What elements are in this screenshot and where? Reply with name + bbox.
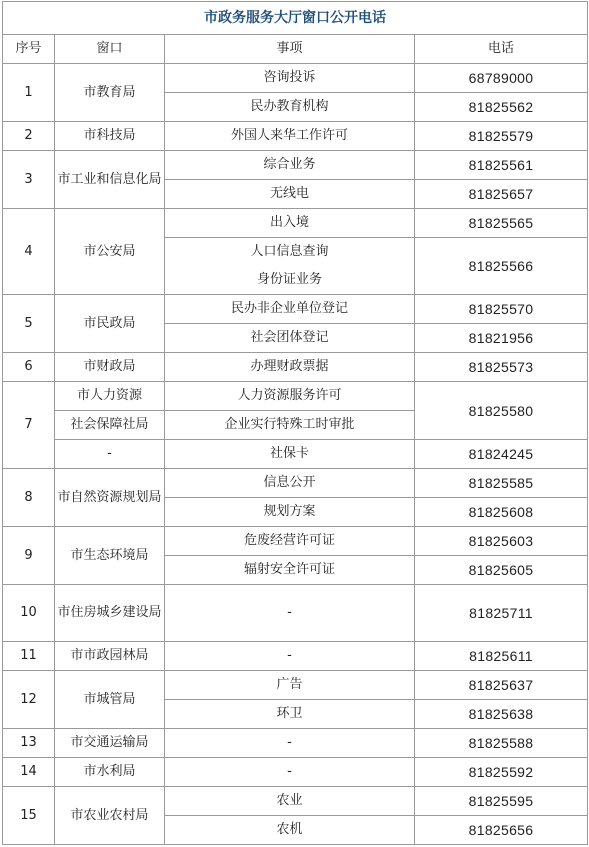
phone-cell: 81825562: [415, 93, 588, 122]
phone-cell: 81825579: [415, 122, 588, 151]
table-row: [3, 209, 588, 238]
header-phone: 电话: [415, 35, 588, 64]
phone-cell: 81825657: [415, 180, 588, 209]
table-row: [3, 729, 588, 758]
row-number: 5: [3, 295, 55, 353]
item-cell: -: [165, 729, 415, 758]
item-cell: 办理财政票据: [165, 353, 415, 382]
item-cell: 综合业务: [165, 151, 415, 180]
window-name: 市科技局: [55, 122, 165, 151]
item-cell: 咨询投诉: [165, 64, 415, 93]
phone-cell: 81825595: [415, 787, 588, 816]
table-row: [3, 642, 588, 671]
window-name: 市自然资源规划局: [55, 469, 165, 527]
item-cell: 农业: [165, 787, 415, 816]
table-row: [3, 353, 588, 382]
item-cell: 人力资源服务许可: [165, 382, 415, 411]
window-name: 市教育局: [55, 64, 165, 122]
window-name: 市工业和信息化局: [55, 151, 165, 209]
item-cell: 农机: [165, 816, 415, 845]
table-title-row: [3, 2, 588, 35]
phone-cell: 81825588: [415, 729, 588, 758]
window-name: 市水利局: [55, 758, 165, 787]
table-row: [3, 295, 588, 324]
table-row: [3, 440, 588, 469]
row-number: 3: [3, 151, 55, 209]
window-name: 市民政局: [55, 295, 165, 353]
table-row: [3, 64, 588, 93]
window-name: 市城管局: [55, 671, 165, 729]
row-number: 4: [3, 209, 55, 295]
item-cell: 企业实行特殊工时审批: [165, 411, 415, 440]
row-number: 11: [3, 642, 55, 671]
phone-cell: 81825603: [415, 527, 588, 556]
item-cell: -: [165, 642, 415, 671]
row-number: 1: [3, 64, 55, 122]
row-number: 14: [3, 758, 55, 787]
item-cell: -: [165, 758, 415, 787]
window-name: 市市政园林局: [55, 642, 165, 671]
item-cell: 出入境: [165, 209, 415, 238]
table-row: [3, 671, 588, 700]
header-row: [3, 35, 588, 64]
header-item: 事项: [165, 35, 415, 64]
phone-cell: 81821956: [415, 324, 588, 353]
table-row: [3, 469, 588, 498]
row-number: 7: [3, 382, 55, 469]
item-cell: 危废经营许可证: [165, 527, 415, 556]
row-number: 8: [3, 469, 55, 527]
table-row: [3, 585, 588, 642]
phone-cell: 81825565: [415, 209, 588, 238]
phone-cell: 68789000: [415, 64, 588, 93]
window-name: 市人力资源: [55, 382, 165, 411]
table-row: [3, 122, 588, 151]
table-row: [3, 758, 588, 787]
item-cell: 环卫: [165, 700, 415, 729]
header-no: 序号: [3, 35, 55, 64]
row-number: 9: [3, 527, 55, 585]
row-number: 12: [3, 671, 55, 729]
item-cell: 广告: [165, 671, 415, 700]
phone-cell: 81825570: [415, 295, 588, 324]
window-name: 市公安局: [55, 209, 165, 295]
phone-cell: 81825592: [415, 758, 588, 787]
phone-cell: 81825611: [415, 642, 588, 671]
item-cell: 社保卡: [165, 440, 415, 469]
item-cell: 辐射安全许可证: [165, 556, 415, 585]
phone-cell: 81824245: [415, 440, 588, 469]
window-name: 社会保障社局: [55, 411, 165, 440]
phone-cell: 81825573: [415, 353, 588, 382]
phone-cell: 81825605: [415, 556, 588, 585]
item-cell: -: [165, 585, 415, 642]
table-row: [3, 527, 588, 556]
phone-table: [2, 1, 588, 845]
window-name: 市生态环境局: [55, 527, 165, 585]
item-cell: 信息公开: [165, 469, 415, 498]
item-cell: 外国人来华工作许可: [165, 122, 415, 151]
phone-cell: 81825585: [415, 469, 588, 498]
phone-cell: 81825656: [415, 816, 588, 845]
item-cell: 身份证业务: [165, 266, 415, 295]
window-name: 市农业农村局: [55, 787, 165, 845]
window-name: -: [55, 440, 165, 469]
table-title: 市政务服务大厅窗口公开电话: [3, 2, 588, 35]
item-cell: 无线电: [165, 180, 415, 209]
table-row: [3, 382, 588, 411]
window-name: 市交通运输局: [55, 729, 165, 758]
phone-cell: 81825638: [415, 700, 588, 729]
phone-cell: 81825566: [415, 238, 588, 295]
header-window: 窗口: [55, 35, 165, 64]
row-number: 15: [3, 787, 55, 845]
item-cell: 社会团体登记: [165, 324, 415, 353]
table-row: [3, 787, 588, 816]
row-number: 6: [3, 353, 55, 382]
row-number: 10: [3, 585, 55, 642]
table-row: [3, 151, 588, 180]
item-cell: 民办非企业单位登记: [165, 295, 415, 324]
item-cell: 民办教育机构: [165, 93, 415, 122]
item-cell: 人口信息查询: [165, 238, 415, 267]
item-cell: 规划方案: [165, 498, 415, 527]
phone-cell: 81825637: [415, 671, 588, 700]
window-name: 市财政局: [55, 353, 165, 382]
row-number: 13: [3, 729, 55, 758]
window-name: 市住房城乡建设局: [55, 585, 165, 642]
phone-cell: 81825580: [415, 382, 588, 440]
phone-cell: 81825608: [415, 498, 588, 527]
phone-cell: 81825561: [415, 151, 588, 180]
phone-cell: 81825711: [415, 585, 588, 642]
row-number: 2: [3, 122, 55, 151]
